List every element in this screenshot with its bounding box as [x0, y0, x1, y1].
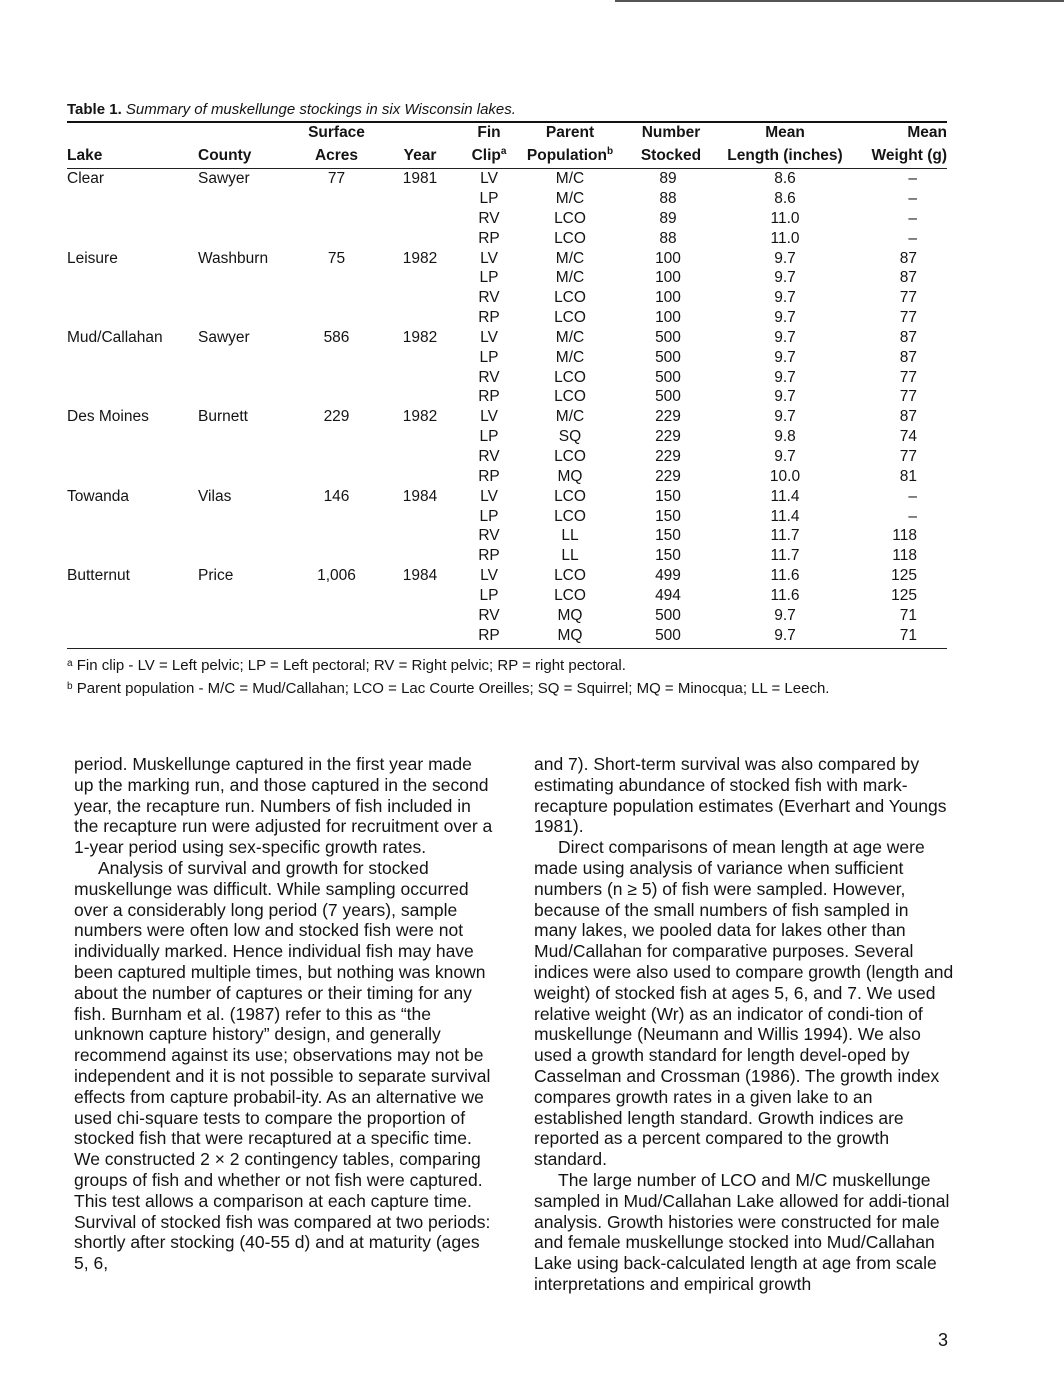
cell-weight: –: [908, 487, 917, 505]
header-length-top: Mean: [765, 124, 805, 141]
cell-lake: Towanda: [67, 487, 130, 505]
cell-fin: LV: [480, 170, 498, 188]
cell-weight: 87: [899, 348, 917, 366]
cell-acres: 75: [327, 249, 346, 267]
cell-weight: 71: [899, 606, 917, 624]
table-row: [67, 288, 947, 308]
cell-length: 11.7: [770, 547, 800, 565]
cell-county: [198, 268, 290, 288]
cell-fin: RV: [478, 527, 500, 545]
cell-acres: 1,006: [317, 567, 356, 585]
cell-parent: M/C: [555, 408, 585, 426]
cell-number: 500: [655, 328, 681, 346]
cell-fin: LV: [480, 487, 498, 505]
table-row: [67, 229, 947, 249]
cell-number: 229: [655, 447, 681, 465]
cell-county: [198, 526, 290, 546]
cell-county: [198, 229, 290, 249]
table-row: [67, 328, 947, 348]
cell-county: [198, 467, 290, 487]
cell-acres: 229: [323, 408, 350, 426]
cell-year: [383, 507, 457, 527]
cell-parent: LCO: [554, 567, 586, 585]
paragraph: period. Muskellunge captured in the first year made up the marking run, and those captured in the second year, the recapture run. Numbers of fish included in the recapture run were adjusted for recruitment over a 1-year period using sex-specific growth rates.: [74, 754, 493, 858]
cell-fin: LP: [479, 507, 499, 525]
cell-parent: MQ: [557, 467, 583, 485]
cell-number: 229: [655, 428, 681, 446]
paragraph: Analysis of survival and growth for stocked muskellunge was difficult. While sampling occurred over a considerably long period (7 years), sample numbers were often low and stocked fish were not individually marked. Hence individual fish may have been captured multiple times, but nothing was known about the number of captures or their timing for any fish. Burnham et al. (1987) refer to this as “the unknown capture history” design, and generally recommend against its use; observations may not be independent and it is not possible to separate survival effects from capture probabil-ity. As an alternative we used chi-square tests to compare the proportion of stocked fish that were recaptured at a specific time. We constructed 2 × 2 contingency tables, comparing groups of fish and whether or not fish were captured. This test allows a comparison at each capture time. Survival of stocked fish was compared at two periods: shortly after stocking (40-55 d) and at maturity (ages 5, 6,: [74, 857, 491, 1274]
cell-fin: RV: [478, 447, 500, 465]
cell-length: 9.7: [774, 269, 796, 287]
table-bottom-rule: [67, 648, 947, 649]
paragraph: and 7). Short-term survival was also compared by estimating abundance of stocked fish with mark-recapture population estimates (Everhart and Youngs 1981).: [534, 754, 947, 837]
cell-number: 499: [655, 567, 681, 585]
cell-year: [383, 368, 457, 388]
table-row: [67, 606, 947, 626]
cell-parent: MQ: [557, 626, 583, 644]
cell-number: 500: [655, 388, 681, 406]
cell-length: 9.7: [774, 606, 796, 624]
table-body: [67, 169, 947, 645]
cell-parent: LCO: [554, 487, 586, 505]
cell-lake: [67, 348, 198, 368]
cell-fin: LP: [479, 586, 499, 604]
cell-acres: [290, 268, 383, 288]
cell-county: [198, 427, 290, 447]
cell-fin: RV: [478, 368, 500, 386]
cell-acres: [290, 546, 383, 566]
cell-lake: [67, 447, 198, 467]
cell-number: 100: [655, 269, 681, 287]
cell-length: 9.8: [774, 428, 796, 446]
cell-lake: [67, 467, 198, 487]
cell-county: [198, 387, 290, 407]
cell-number: 89: [659, 209, 677, 227]
cell-number: 100: [655, 309, 681, 327]
footnote-mark-b: b: [606, 146, 614, 157]
cell-weight: –: [908, 170, 917, 188]
header-number-top: Number: [641, 124, 701, 141]
cell-year: [383, 268, 457, 288]
cell-length: 9.7: [774, 328, 796, 346]
cell-lake: [67, 626, 198, 646]
cell-lake: [67, 288, 198, 308]
cell-lake: [67, 606, 198, 626]
body-column-right: [534, 754, 956, 1295]
footnote-a: $^a$ Fin clip - LV = Left pelvic; LP = Left pectoral; RV = Right pelvic; RP = right pectoral.: [67, 657, 626, 675]
cell-year: 1982: [402, 328, 438, 346]
cell-parent: LCO: [554, 388, 586, 406]
cell-year: [383, 229, 457, 249]
cell-year: 1982: [402, 249, 438, 267]
cell-fin: LP: [479, 190, 499, 207]
cell-county: Price: [198, 567, 234, 585]
cell-year: 1981: [402, 170, 438, 188]
cell-parent: M/C: [555, 328, 585, 346]
table-row: [67, 526, 947, 546]
table-row: [67, 427, 947, 447]
cell-length: 11.6: [770, 567, 800, 585]
table-row: [67, 487, 947, 507]
cell-county: [198, 189, 290, 209]
cell-weight: 87: [899, 328, 917, 346]
cell-fin: LP: [479, 269, 499, 287]
header-surface-top: Surface: [308, 124, 365, 141]
cell-lake: Butternut: [67, 567, 130, 585]
cell-weight: 87: [899, 269, 917, 287]
table-row: [67, 467, 947, 487]
cell-length: 9.7: [774, 447, 796, 465]
cell-lake: Mud/Callahan: [67, 328, 163, 346]
table-row: [67, 268, 947, 288]
cell-county: [198, 209, 290, 229]
cell-number: 88: [659, 190, 677, 207]
cell-county: [198, 308, 290, 328]
cell-weight: 87: [899, 408, 917, 426]
cell-lake: [67, 507, 198, 527]
cell-weight: 77: [899, 309, 917, 327]
cell-number: 88: [659, 229, 677, 247]
cell-lake: [67, 427, 198, 447]
table-caption: Summary of muskellunge stockings in six Wisconsin lakes.: [125, 101, 516, 118]
cell-acres: [290, 626, 383, 646]
cell-length: 8.6: [774, 190, 796, 207]
cell-county: Sawyer: [198, 328, 250, 346]
cell-year: [383, 467, 457, 487]
cell-fin: RP: [478, 626, 500, 644]
cell-lake: [67, 546, 198, 566]
cell-county: [198, 546, 290, 566]
cell-number: 500: [655, 626, 681, 644]
cell-year: [383, 387, 457, 407]
cell-lake: Des Moines: [67, 408, 149, 426]
cell-lake: [67, 308, 198, 328]
cell-acres: [290, 229, 383, 249]
cell-weight: 118: [892, 547, 917, 565]
cell-weight: 125: [891, 567, 917, 585]
cell-fin: LV: [480, 408, 498, 426]
stocking-table: [67, 123, 947, 645]
cell-number: 229: [655, 408, 681, 426]
table-row: [67, 626, 947, 646]
cell-acres: 77: [327, 170, 346, 188]
cell-acres: [290, 348, 383, 368]
cell-year: [383, 348, 457, 368]
cell-county: [198, 507, 290, 527]
cell-length: 11.6: [770, 586, 800, 604]
cell-weight: 77: [899, 368, 917, 386]
cell-weight: 125: [891, 586, 917, 604]
header-weight-top: Mean: [907, 124, 947, 141]
cell-lake: Clear: [67, 170, 105, 188]
cell-county: Sawyer: [198, 170, 250, 188]
table-row: [67, 368, 947, 388]
cell-parent: M/C: [555, 190, 585, 207]
cell-fin: RV: [478, 606, 500, 624]
cell-weight: 87: [899, 249, 917, 267]
cell-acres: [290, 288, 383, 308]
cell-acres: [290, 209, 383, 229]
cell-acres: 586: [323, 328, 350, 346]
page-number: 3: [938, 1330, 949, 1350]
paragraph: The large number of LCO and M/C muskellunge sampled in Mud/Callahan Lake allowed for addi-tional analysis. Growth histories were constructed for male and female muskellunge stocked into Mud/Callahan Lake using back-calculated length at age from scale interpretations and empirical growth: [534, 1169, 950, 1294]
cell-number: 150: [655, 527, 681, 545]
table-footnotes: [67, 653, 947, 699]
table-row: [67, 447, 947, 467]
cell-length: 9.7: [774, 368, 796, 386]
cell-lake: [67, 586, 198, 606]
footnote-b: $^b$ Parent population - M/C = Mud/Callahan; LCO = Lac Courte Oreilles; SQ = Squirrel; MQ = Minocqua; LL = Leech.: [67, 680, 830, 698]
header-county: County: [198, 147, 252, 165]
cell-lake: Leisure: [67, 249, 118, 267]
cell-fin: RP: [478, 309, 500, 327]
cell-year: [383, 447, 457, 467]
cell-fin: RP: [478, 467, 500, 485]
cell-length: 11.0: [770, 209, 800, 227]
cell-acres: [290, 368, 383, 388]
cell-parent: LCO: [554, 447, 586, 465]
header-length-bottom: Length (inches): [727, 147, 843, 165]
cell-length: 10.0: [769, 467, 801, 485]
cell-parent: M/C: [555, 170, 585, 188]
cell-weight: –: [908, 229, 917, 247]
cell-length: 9.7: [774, 289, 796, 307]
cell-lake: [67, 268, 198, 288]
cell-acres: 146: [323, 487, 350, 505]
header-number-bottom: Stocked: [640, 147, 702, 165]
table-row: [67, 566, 947, 586]
table-row: [67, 308, 947, 328]
table-row: [67, 546, 947, 566]
cell-year: [383, 626, 457, 646]
cell-county: Washburn: [198, 249, 269, 267]
cell-length: 9.7: [774, 626, 796, 644]
header-year: Year: [403, 147, 437, 165]
cell-fin: LV: [480, 249, 498, 267]
paragraph: Direct comparisons of mean length at age were made using analysis of variance when sufficient numbers (n ≥ 5) of fish were sampled. However, because of the small numbers of fish sampled in many lakes, we pooled data for lakes other than Mud/Callahan for comparative purposes. Several indices were also used to compare growth (length and weight) of stocked fish at ages 5, 6, and 7. We used relative weight (Wr) as an indicator of condi-tion of muskellunge (Neumann and Willis 1994). We also used a growth standard for length devel-oped by Casselman and Crossman (1986). The growth index compares growth rates in a given lake to an established length standard. Growth indices are reported as a percent compared to the growth standard.: [534, 837, 954, 1170]
cell-weight: –: [908, 190, 917, 207]
footnote-mark-a: a: [500, 146, 507, 157]
cell-lake: [67, 229, 198, 249]
cell-length: 9.7: [774, 408, 796, 426]
cell-parent: M/C: [555, 348, 585, 366]
cell-fin: RP: [478, 547, 500, 565]
cell-year: 1982: [402, 408, 438, 426]
table-row: [67, 387, 947, 407]
table-row: [67, 169, 947, 189]
header-parent-top: Parent: [545, 124, 595, 141]
cell-fin: LV: [480, 567, 498, 585]
cell-county: [198, 288, 290, 308]
header-lake: Lake: [67, 147, 103, 165]
cell-county: Vilas: [198, 487, 232, 505]
cell-county: [198, 626, 290, 646]
header-row-top: [67, 123, 947, 142]
cell-acres: [290, 606, 383, 626]
cell-weight: 71: [899, 626, 917, 644]
cell-number: 89: [659, 170, 677, 188]
cell-number: 494: [655, 586, 681, 604]
cell-year: [383, 209, 457, 229]
cell-length: 11.4: [770, 487, 800, 505]
cell-fin: RV: [478, 209, 500, 227]
cell-lake: [67, 209, 198, 229]
cell-fin: RP: [478, 229, 500, 247]
cell-length: 9.7: [774, 348, 796, 366]
table-title: [67, 101, 947, 121]
cell-number: 500: [655, 348, 681, 366]
cell-county: [198, 348, 290, 368]
cell-year: [383, 308, 457, 328]
table-row: [67, 407, 947, 427]
cell-year: 1984: [402, 567, 438, 585]
header-weight-bottom: Weight (g): [871, 147, 947, 165]
cell-acres: [290, 387, 383, 407]
cell-number: 150: [655, 507, 681, 525]
cell-lake: [67, 526, 198, 546]
cell-weight: 118: [892, 527, 917, 545]
cell-year: [383, 526, 457, 546]
cell-county: [198, 368, 290, 388]
table-row: [67, 507, 947, 527]
top-edge-rule: [615, 0, 1064, 2]
cell-parent: MQ: [557, 606, 583, 624]
cell-length: 9.7: [774, 249, 796, 267]
cell-weight: 77: [899, 447, 917, 465]
cell-parent: LCO: [554, 507, 586, 525]
header-fin-bottom: Clip$^a$: [471, 146, 507, 165]
cell-acres: [290, 427, 383, 447]
table-row: [67, 209, 947, 229]
cell-fin: RP: [478, 388, 500, 406]
cell-length: 8.6: [774, 170, 796, 188]
cell-acres: [290, 586, 383, 606]
cell-number: 500: [655, 368, 681, 386]
cell-number: 100: [655, 289, 681, 307]
cell-parent: M/C: [555, 249, 585, 267]
cell-number: 229: [655, 467, 681, 485]
cell-weight: –: [908, 209, 917, 227]
cell-length: 9.7: [774, 309, 796, 327]
table-1: [67, 101, 947, 699]
table-row: [67, 348, 947, 368]
cell-year: [383, 288, 457, 308]
cell-lake: [67, 368, 198, 388]
cell-lake: [67, 387, 198, 407]
cell-weight: 77: [899, 388, 917, 406]
cell-year: [383, 546, 457, 566]
cell-number: 100: [655, 249, 681, 267]
cell-number: 500: [655, 606, 681, 624]
table-label: Table 1.: [67, 101, 122, 118]
cell-year: 1984: [402, 487, 438, 505]
cell-parent: LCO: [554, 309, 586, 327]
cell-parent: LCO: [554, 289, 586, 307]
cell-fin: RV: [478, 289, 500, 307]
cell-parent: LCO: [554, 229, 586, 247]
cell-acres: [290, 308, 383, 328]
table-row: [67, 586, 947, 606]
cell-length: 11.7: [770, 527, 800, 545]
cell-length: 9.7: [774, 388, 796, 406]
cell-fin: LP: [479, 348, 499, 366]
body-column-left: [74, 754, 494, 1274]
cell-year: [383, 586, 457, 606]
cell-number: 150: [655, 487, 681, 505]
cell-weight: 77: [899, 289, 917, 307]
cell-acres: [290, 467, 383, 487]
cell-county: Burnett: [198, 408, 248, 426]
cell-county: [198, 586, 290, 606]
cell-fin: LV: [480, 328, 498, 346]
cell-parent: SQ: [558, 428, 582, 446]
header-surface-bottom: Acres: [314, 147, 359, 165]
cell-parent: LCO: [554, 586, 586, 604]
header-row-bottom: [67, 142, 947, 168]
cell-fin: LP: [479, 428, 499, 446]
header-fin-top: Fin: [477, 124, 501, 141]
cell-length: 11.4: [770, 507, 800, 525]
cell-county: [198, 606, 290, 626]
cell-length: 11.0: [770, 229, 800, 247]
header-parent-bottom: Population$^b$: [526, 146, 614, 165]
cell-weight: 81: [899, 467, 917, 485]
cell-acres: [290, 447, 383, 467]
cell-parent: M/C: [555, 269, 585, 287]
cell-year: [383, 427, 457, 447]
cell-acres: [290, 507, 383, 527]
cell-parent: LCO: [554, 368, 586, 386]
cell-lake: [67, 189, 198, 209]
cell-weight: –: [908, 507, 917, 525]
table-row: [67, 189, 947, 209]
table-row: [67, 249, 947, 269]
cell-number: 150: [655, 547, 681, 565]
cell-parent: LL: [561, 547, 579, 565]
cell-year: [383, 189, 457, 209]
cell-year: [383, 606, 457, 626]
cell-parent: LCO: [554, 209, 586, 227]
cell-weight: 74: [899, 428, 917, 446]
cell-acres: [290, 189, 383, 209]
cell-acres: [290, 526, 383, 546]
cell-parent: LL: [561, 527, 579, 545]
cell-county: [198, 447, 290, 467]
